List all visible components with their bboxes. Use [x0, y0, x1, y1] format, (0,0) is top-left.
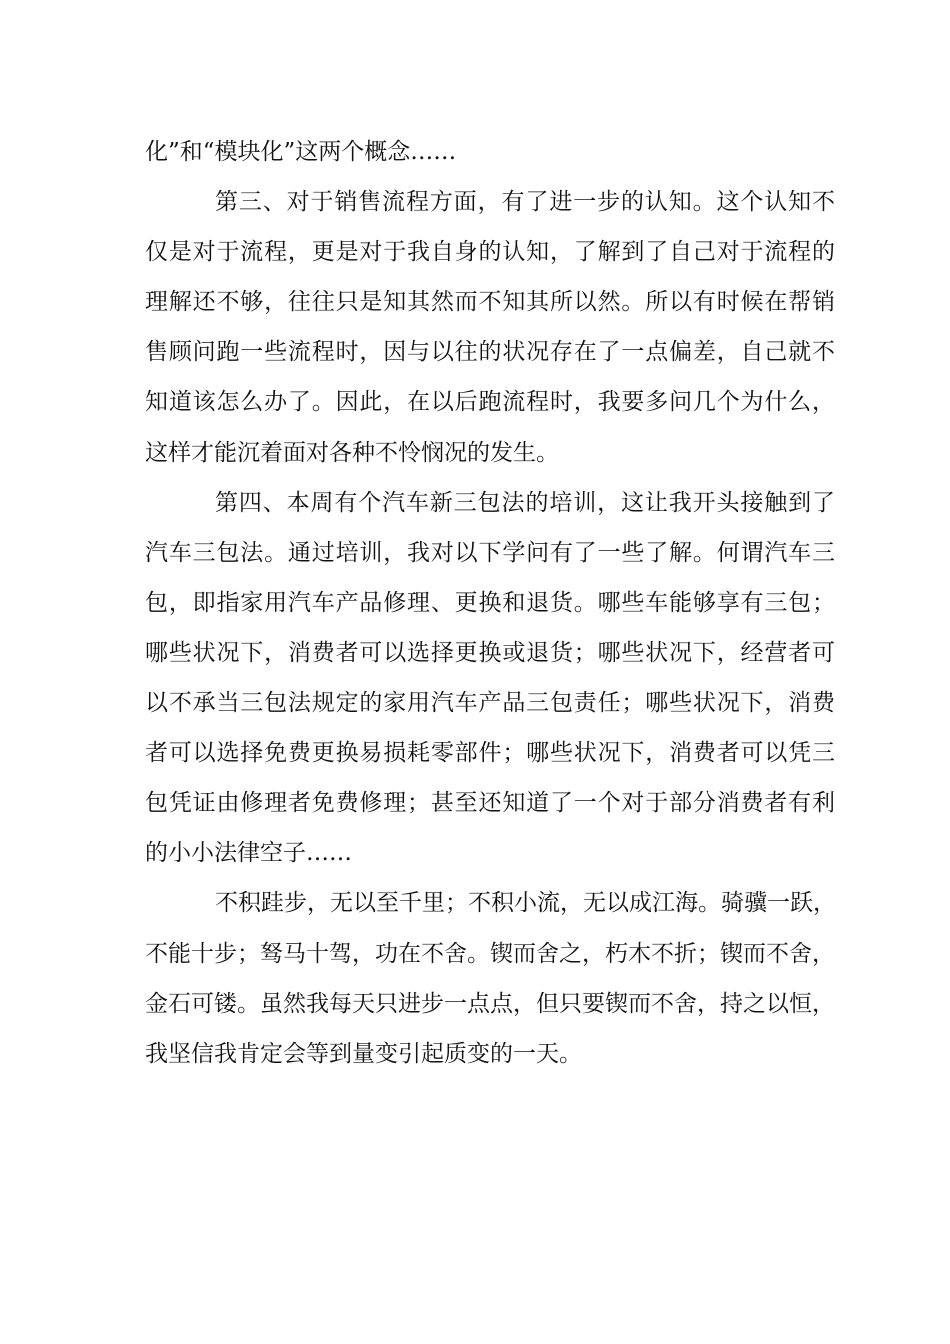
text-line: 理解还不够，往往只是知其然而不知其所以然。所以有时候在帮销	[145, 289, 835, 316]
paragraph-third-point	[145, 177, 835, 478]
text-line: 包，即指家用汽车产品修理、更换和退货。哪些车能够享有三包；	[145, 589, 835, 616]
text-line: 汽车三包法。通过培训，我对以下学问有了一些了解。何谓汽车三	[145, 539, 835, 566]
text-line: 不能十步；驽马十驾，功在不舍。锲而舍之，朽木不折；锲而不舍，	[145, 940, 835, 967]
text-line: 第三、对于销售流程方面，有了进一步的认知。这个认知不	[215, 189, 835, 216]
text-line: 这样才能沉着面对各种不怜悯况的发生。	[145, 439, 559, 466]
paragraph-fourth-point	[145, 478, 835, 879]
text-line: 第四、本周有个汽车新三包法的培训，这让我开头接触到了	[215, 489, 835, 516]
text-line: 者可以选择免费更换易损耗零部件；哪些状况下，消费者可以凭三	[145, 740, 835, 767]
text-line: 的小小法律空子……	[145, 840, 352, 867]
text-line: 不积跬步，无以至千里；不积小流，无以成江海。骑骥一跃，	[215, 890, 836, 917]
paragraph-continuation	[145, 127, 835, 177]
text-line: 仅是对于流程，更是对于我自身的认知，了解到了自己对于流程的	[145, 239, 835, 266]
text-line: 金石可镂。虽然我每天只进步一点点，但只要锲而不舍，持之以恒，	[145, 990, 835, 1017]
paragraph-closing	[145, 878, 835, 1078]
text-line: 以不承当三包法规定的家用汽车产品三包责任；哪些状况下，消费	[145, 690, 835, 717]
text-line: 我坚信我肯定会等到量变引起质变的一天。	[145, 1040, 582, 1067]
document-page	[145, 127, 835, 1079]
text-line: 知道该怎么办了。因此，在以后跑流程时，我要多问几个为什么，	[145, 389, 835, 416]
text-line: 化”和“模块化”这两个概念……	[145, 139, 457, 165]
text-line: 包凭证由修理者免费修理；甚至还知道了一个对于部分消费者有利	[145, 790, 835, 817]
text-line: 哪些状况下，消费者可以选择更换或退货；哪些状况下，经营者可	[145, 639, 835, 666]
text-line: 售顾问跑一些流程时，因与以往的状况存在了一点偏差，自己就不	[145, 339, 835, 366]
